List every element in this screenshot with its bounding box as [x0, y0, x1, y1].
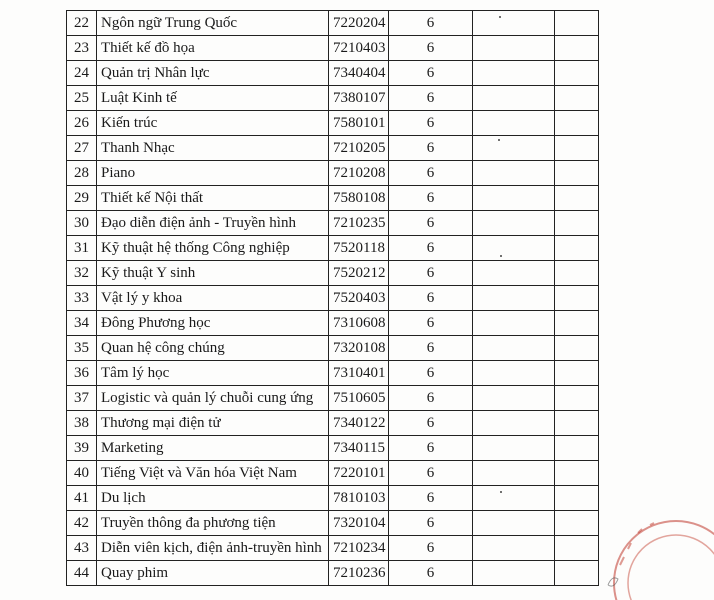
row-number-cell: 24 — [67, 61, 97, 86]
major-name-cell: Ngôn ngữ Trung Quốc — [97, 11, 329, 36]
empty-cell — [473, 236, 555, 261]
value-cell: 6 — [389, 86, 473, 111]
empty-cell — [473, 361, 555, 386]
empty-cell — [473, 211, 555, 236]
table-row — [67, 361, 599, 386]
empty-cell — [473, 11, 555, 36]
empty-cell — [473, 86, 555, 111]
major-name-cell: Quay phim — [97, 561, 329, 586]
value-cell: 6 — [389, 436, 473, 461]
value-cell: 6 — [389, 186, 473, 211]
row-number-cell: 43 — [67, 536, 97, 561]
row-number-cell: 32 — [67, 261, 97, 286]
major-code-cell: 7210205 — [329, 136, 389, 161]
row-number-cell: 29 — [67, 186, 97, 211]
major-code-cell: 7580101 — [329, 111, 389, 136]
value-cell: 6 — [389, 61, 473, 86]
table-row — [67, 286, 599, 311]
major-name-cell: Kiến trúc — [97, 111, 329, 136]
majors-table — [66, 10, 599, 586]
value-cell: 6 — [389, 536, 473, 561]
table-row — [67, 336, 599, 361]
empty-cell — [473, 261, 555, 286]
value-cell: 6 — [389, 361, 473, 386]
table-row — [67, 536, 599, 561]
table-row — [67, 561, 599, 586]
major-name-cell: Thương mại điện tử — [97, 411, 329, 436]
major-code-cell: 7310608 — [329, 311, 389, 336]
value-cell: 6 — [389, 386, 473, 411]
row-number-cell: 30 — [67, 211, 97, 236]
empty-cell — [555, 11, 599, 36]
major-name-cell: Vật lý y khoa — [97, 286, 329, 311]
table-row — [67, 111, 599, 136]
major-name-cell: Diễn viên kịch, điện ảnh-truyền hình — [97, 536, 329, 561]
value-cell: 6 — [389, 11, 473, 36]
scan-speck — [499, 16, 501, 18]
row-number-cell: 40 — [67, 461, 97, 486]
major-name-cell: Thanh Nhạc — [97, 136, 329, 161]
empty-cell — [555, 336, 599, 361]
empty-cell — [555, 536, 599, 561]
value-cell: 6 — [389, 461, 473, 486]
major-code-cell: 7220101 — [329, 461, 389, 486]
empty-cell — [555, 511, 599, 536]
table-row — [67, 36, 599, 61]
empty-cell — [473, 336, 555, 361]
major-code-cell: 7380107 — [329, 86, 389, 111]
scan-speck — [498, 139, 500, 141]
value-cell: 6 — [389, 511, 473, 536]
table-row — [67, 161, 599, 186]
major-code-cell: 7520403 — [329, 286, 389, 311]
table-row — [67, 386, 599, 411]
table-row — [67, 211, 599, 236]
row-number-cell: 31 — [67, 236, 97, 261]
table-row — [67, 11, 599, 36]
empty-cell — [555, 261, 599, 286]
empty-cell — [473, 161, 555, 186]
value-cell: 6 — [389, 311, 473, 336]
value-cell: 6 — [389, 286, 473, 311]
empty-cell — [555, 486, 599, 511]
empty-cell — [473, 311, 555, 336]
value-cell: 6 — [389, 211, 473, 236]
empty-cell — [555, 86, 599, 111]
major-code-cell: 7210236 — [329, 561, 389, 586]
empty-cell — [473, 436, 555, 461]
table-row — [67, 511, 599, 536]
major-name-cell: Kỹ thuật hệ thống Công nghiệp — [97, 236, 329, 261]
row-number-cell: 34 — [67, 311, 97, 336]
major-code-cell: 7320108 — [329, 336, 389, 361]
major-name-cell: Piano — [97, 161, 329, 186]
major-name-cell: Luật Kinh tế — [97, 86, 329, 111]
table-row — [67, 411, 599, 436]
major-code-cell: 7340404 — [329, 61, 389, 86]
major-name-cell: Quan hệ công chúng — [97, 336, 329, 361]
empty-cell — [555, 361, 599, 386]
value-cell: 6 — [389, 336, 473, 361]
row-number-cell: 25 — [67, 86, 97, 111]
value-cell: 6 — [389, 236, 473, 261]
value-cell: 6 — [389, 411, 473, 436]
scan-speck — [500, 255, 502, 257]
row-number-cell: 38 — [67, 411, 97, 436]
empty-cell — [555, 436, 599, 461]
table-row — [67, 461, 599, 486]
major-name-cell: Tâm lý học — [97, 361, 329, 386]
major-code-cell: 7520118 — [329, 236, 389, 261]
row-number-cell: 36 — [67, 361, 97, 386]
table-row — [67, 311, 599, 336]
empty-cell — [555, 286, 599, 311]
major-code-cell: 7510605 — [329, 386, 389, 411]
empty-cell — [555, 186, 599, 211]
row-number-cell: 23 — [67, 36, 97, 61]
value-cell: 6 — [389, 136, 473, 161]
value-cell: 6 — [389, 561, 473, 586]
major-name-cell: Thiết kế đồ họa — [97, 36, 329, 61]
major-name-cell: Truyền thông đa phương tiện — [97, 511, 329, 536]
major-code-cell: 7210403 — [329, 36, 389, 61]
row-number-cell: 37 — [67, 386, 97, 411]
row-number-cell: 22 — [67, 11, 97, 36]
empty-cell — [555, 211, 599, 236]
row-number-cell: 27 — [67, 136, 97, 161]
major-code-cell: 7340115 — [329, 436, 389, 461]
table-row — [67, 136, 599, 161]
value-cell: 6 — [389, 261, 473, 286]
table-row — [67, 86, 599, 111]
empty-cell — [555, 411, 599, 436]
row-number-cell: 44 — [67, 561, 97, 586]
major-code-cell: 7310401 — [329, 361, 389, 386]
empty-cell — [473, 36, 555, 61]
major-code-cell: 7210235 — [329, 211, 389, 236]
row-number-cell: 35 — [67, 336, 97, 361]
major-name-cell: Kỹ thuật Y sinh — [97, 261, 329, 286]
empty-cell — [473, 486, 555, 511]
major-code-cell: 7220204 — [329, 11, 389, 36]
empty-cell — [473, 111, 555, 136]
row-number-cell: 41 — [67, 486, 97, 511]
value-cell: 6 — [389, 161, 473, 186]
table-body — [67, 11, 599, 586]
empty-cell — [473, 461, 555, 486]
row-number-cell: 33 — [67, 286, 97, 311]
scan-speck — [500, 491, 502, 493]
empty-cell — [473, 386, 555, 411]
empty-cell — [473, 136, 555, 161]
empty-cell — [473, 561, 555, 586]
table-row — [67, 236, 599, 261]
empty-cell — [473, 286, 555, 311]
empty-cell — [473, 186, 555, 211]
major-code-cell: 7210234 — [329, 536, 389, 561]
row-number-cell: 39 — [67, 436, 97, 461]
major-code-cell: 7810103 — [329, 486, 389, 511]
row-number-cell: 28 — [67, 161, 97, 186]
table-row — [67, 486, 599, 511]
table-row — [67, 61, 599, 86]
major-code-cell: 7320104 — [329, 511, 389, 536]
empty-cell — [555, 36, 599, 61]
red-stamp-seal — [598, 505, 714, 600]
empty-cell — [555, 561, 599, 586]
row-number-cell: 26 — [67, 111, 97, 136]
major-name-cell: Marketing — [97, 436, 329, 461]
empty-cell — [473, 511, 555, 536]
major-name-cell: Thiết kế Nội thất — [97, 186, 329, 211]
empty-cell — [555, 386, 599, 411]
empty-cell — [555, 61, 599, 86]
value-cell: 6 — [389, 486, 473, 511]
table-row — [67, 436, 599, 461]
value-cell: 6 — [389, 36, 473, 61]
empty-cell — [555, 461, 599, 486]
major-name-cell: Du lịch — [97, 486, 329, 511]
major-name-cell: Tiếng Việt và Văn hóa Việt Nam — [97, 461, 329, 486]
table-row — [67, 186, 599, 211]
empty-cell — [555, 161, 599, 186]
major-code-cell: 7520212 — [329, 261, 389, 286]
major-code-cell: 7340122 — [329, 411, 389, 436]
empty-cell — [473, 411, 555, 436]
value-cell: 6 — [389, 111, 473, 136]
empty-cell — [473, 536, 555, 561]
empty-cell — [555, 136, 599, 161]
table-row — [67, 261, 599, 286]
major-name-cell: Đạo diễn điện ảnh - Truyền hình — [97, 211, 329, 236]
major-code-cell: 7210208 — [329, 161, 389, 186]
major-code-cell: 7580108 — [329, 186, 389, 211]
empty-cell — [555, 311, 599, 336]
empty-cell — [473, 61, 555, 86]
major-name-cell: Đông Phương học — [97, 311, 329, 336]
major-name-cell: Logistic và quản lý chuỗi cung ứng — [97, 386, 329, 411]
stamp-seal-graphic — [598, 505, 714, 600]
major-name-cell: Quản trị Nhân lực — [97, 61, 329, 86]
empty-cell — [555, 111, 599, 136]
empty-cell — [555, 236, 599, 261]
row-number-cell: 42 — [67, 511, 97, 536]
